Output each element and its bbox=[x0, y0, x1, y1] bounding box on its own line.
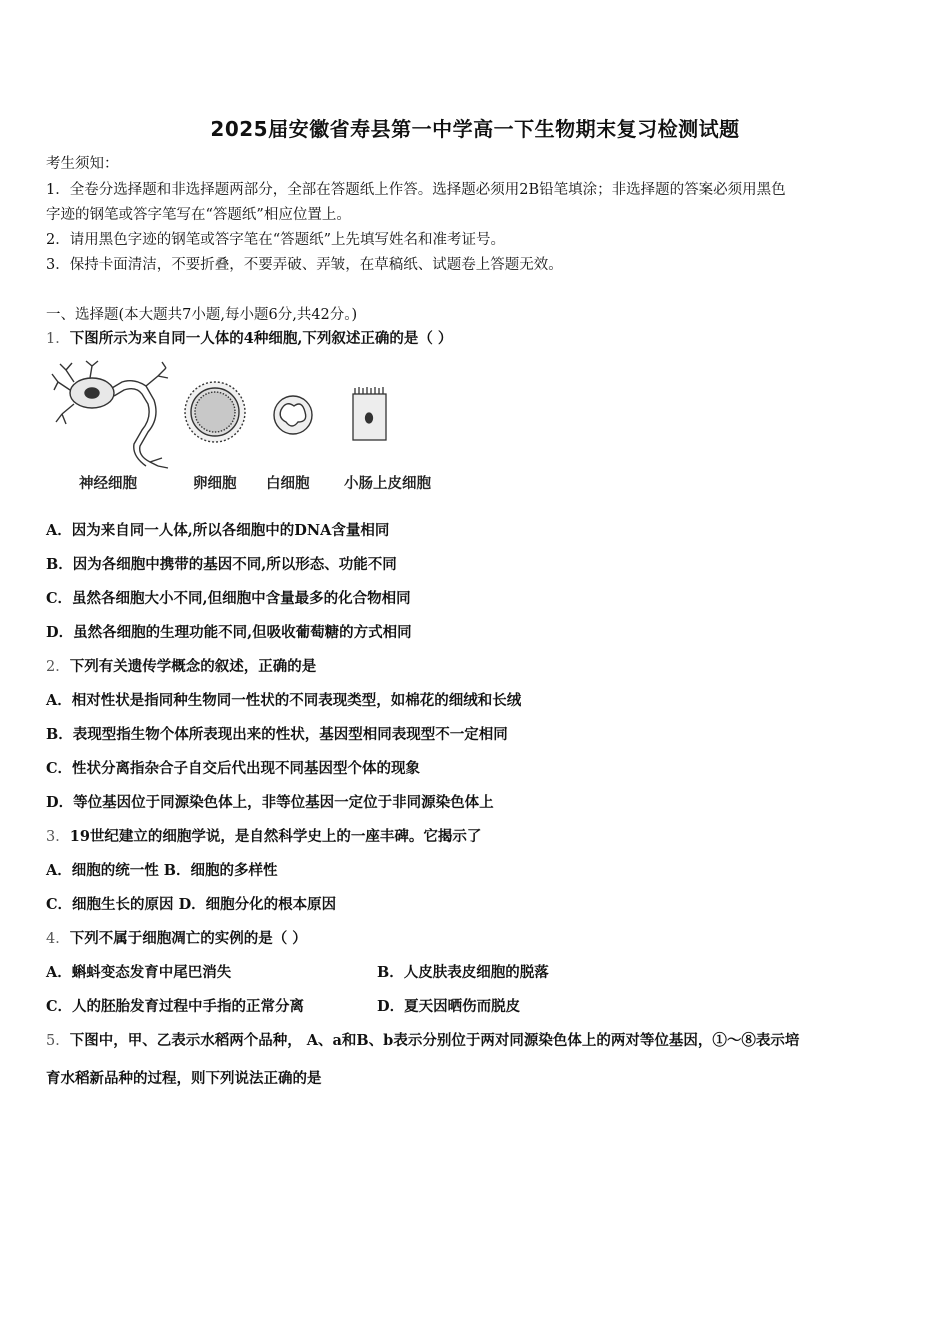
notice-item-2: 2．请用黑色字迹的钢笔或答字笔在“答题纸”上先填写姓名和准考证号。 bbox=[46, 232, 506, 248]
q1-option-c: C．虽然各细胞大小不同,但细胞中含量最多的化合物相同 bbox=[46, 590, 411, 607]
caption-egg-cell: 卵细胞 bbox=[193, 476, 237, 492]
exam-title: 2025届安徽省寿县第一中学高一下生物期末复习检测试题 bbox=[210, 117, 740, 141]
question-stem: 19世纪建立的细胞学说，是自然科学史上的一座丰碑。它揭示了 bbox=[69, 828, 482, 845]
notice-item-1-line-1: 1．全卷分选择题和非选择题两部分，全部在答题纸上作答。选择题必须用2B铅笔填涂；非选择题的答案必须用黑色 bbox=[46, 182, 786, 198]
question-5 bbox=[46, 1029, 799, 1050]
question-number: 3． bbox=[46, 829, 70, 845]
q4-option-b: B．人皮肤表皮细胞的脱落 bbox=[377, 964, 549, 981]
question-5-line-2: 育水稻新品种的过程，则下列说法正确的是 bbox=[46, 1070, 322, 1087]
white-blood-cell-image bbox=[274, 396, 312, 434]
question-number: 2． bbox=[46, 659, 70, 675]
caption-nerve-cell: 神经细胞 bbox=[79, 476, 137, 492]
notice-heading: 考生须知： bbox=[46, 156, 119, 172]
question-stem: 下图所示为来自同一人体的4种细胞,下列叙述正确的是（ ） bbox=[69, 330, 453, 347]
question-stem: 下列有关遗传学概念的叙述，正确的是 bbox=[69, 658, 317, 675]
q3-options-row-2: C．细胞生长的原因 D．细胞分化的根本原因 bbox=[46, 896, 337, 913]
question-2 bbox=[46, 655, 316, 676]
q2-option-c: C．性状分离指杂合子自交后代出现不同基因型个体的现象 bbox=[46, 760, 421, 777]
nerve-cell-image bbox=[52, 361, 168, 468]
question-stem: 下列不属于细胞凋亡的实例的是（ ） bbox=[69, 930, 307, 947]
q1-option-b: B．因为各细胞中携带的基因不同,所以形态、功能不同 bbox=[46, 556, 397, 573]
caption-white-blood-cell: 白细胞 bbox=[266, 476, 310, 492]
q1-option-d: D．虽然各细胞的生理功能不同,但吸收葡萄糖的方式相同 bbox=[46, 624, 412, 641]
q3-options-row-1: A．细胞的统一性 B．细胞的多样性 bbox=[46, 862, 278, 879]
notice-item-1-line-2: 字迹的钢笔或答字笔写在“答题纸”相应位置上。 bbox=[46, 207, 351, 223]
cell-illustrations bbox=[50, 360, 460, 470]
question-stem-line-1: 下图中，甲、乙表示水稻两个品种， A、a和B、b表示分别位于两对同源染色体上的两对等位基因，①～⑧表示培 bbox=[69, 1032, 800, 1049]
q4-option-d: D．夏天因晒伤而脱皮 bbox=[377, 998, 521, 1015]
question-number: 4． bbox=[46, 931, 70, 947]
question-1 bbox=[46, 327, 452, 348]
q2-option-b: B．表现型指生物个体所表现出来的性状，基因型相同表现型不一定相同 bbox=[46, 726, 508, 743]
question-number: 1． bbox=[46, 331, 70, 347]
notice-item-3: 3．保持卡面清洁，不要折叠，不要弄破、弄皱，在草稿纸、试题卷上答题无效。 bbox=[46, 257, 563, 273]
q4-option-c: C．人的胚胎发育过程中手指的正常分离 bbox=[46, 998, 305, 1015]
question-3 bbox=[46, 825, 481, 846]
intestinal-cell-image bbox=[353, 387, 386, 440]
caption-intestinal-cell: 小肠上皮细胞 bbox=[344, 476, 431, 492]
egg-cell-image bbox=[185, 382, 245, 442]
q4-option-a: A．蝌蚪变态发育中尾巴消失 bbox=[46, 964, 232, 981]
q1-option-a: A．因为来自同一人体,所以各细胞中的DNA含量相同 bbox=[46, 522, 390, 539]
question-4 bbox=[46, 927, 307, 948]
question-number: 5． bbox=[46, 1033, 70, 1049]
section-heading: 一、选择题(本大题共7小题,每小题6分,共42分。) bbox=[46, 307, 358, 323]
cell-figure bbox=[50, 360, 460, 495]
q2-option-d: D．等位基因位于同源染色体上，非等位基因一定位于非同源染色体上 bbox=[46, 794, 494, 811]
q2-option-a: A．相对性状是指同种生物同一性状的不同表现类型，如棉花的细绒和长绒 bbox=[46, 692, 522, 709]
